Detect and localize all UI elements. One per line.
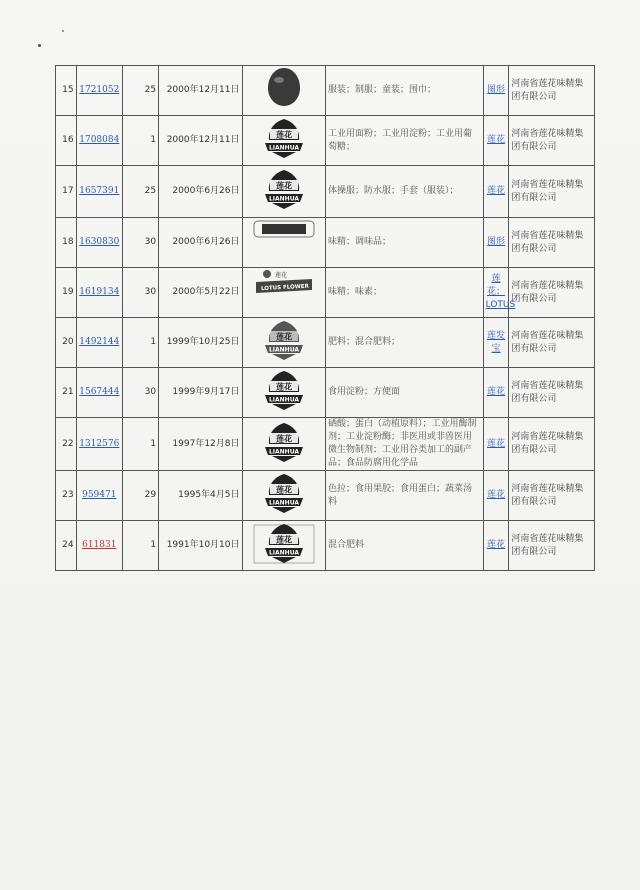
trademark-name-link[interactable]: 莲花	[487, 490, 506, 500]
lianhua-shield-icon	[248, 116, 320, 160]
trademark-image-cell	[242, 268, 325, 318]
owner-name: 河南省莲花味精集团有限公司	[509, 66, 595, 116]
goods-services: 食用淀粉；方便面	[325, 368, 483, 418]
scan-speck	[38, 44, 41, 47]
trademark-name-link[interactable]: 莲花	[487, 438, 506, 449]
owner-name: 河南省莲花味精集团有限公司	[509, 521, 595, 571]
registration-number-link[interactable]: 959471	[82, 490, 117, 500]
table-row	[56, 521, 595, 571]
class-number: 30	[122, 218, 158, 268]
trademark-image-cell	[242, 521, 325, 571]
goods-services: 肥料；混合肥料；	[325, 318, 483, 368]
trademark-image-cell	[242, 368, 325, 418]
class-number: 1	[122, 521, 158, 571]
registration-number-cell	[76, 368, 122, 418]
lianhua-shield-icon	[248, 471, 320, 515]
registration-number-cell	[76, 116, 122, 166]
class-number: 1	[122, 318, 158, 368]
registration-number-cell	[76, 318, 122, 368]
registration-number-cell	[76, 166, 122, 218]
trademark-image-cell	[242, 116, 325, 166]
class-number: 25	[122, 166, 158, 218]
registration-number-link[interactable]: 611831	[82, 540, 117, 550]
trademark-name-link[interactable]: 莲花	[487, 135, 506, 145]
owner-name: 河南省莲花味精集团有限公司	[509, 218, 595, 268]
registration-number-cell	[76, 66, 122, 116]
application-date: 2000年12月11日	[159, 66, 242, 116]
trademark-name-cell	[483, 218, 509, 268]
application-date: 1999年9月17日	[159, 368, 242, 418]
registration-number-link[interactable]: 1619134	[79, 287, 120, 297]
trademark-name-cell	[483, 471, 509, 521]
svg-text:LOTUS FLOWER: LOTUS FLOWER	[260, 283, 309, 293]
registration-number-link[interactable]: 1657391	[79, 186, 120, 196]
table-row	[56, 368, 595, 418]
application-date: 2000年6月26日	[159, 218, 242, 268]
registration-number-link[interactable]: 1567444	[79, 387, 120, 397]
trademark-image-cell	[242, 471, 325, 521]
svg-text:LIANHUA: LIANHUA	[268, 396, 299, 404]
lianhua-shield-icon	[248, 167, 320, 211]
class-number: 30	[122, 268, 158, 318]
trademark-name-cell	[483, 318, 509, 368]
svg-text:LIANHUA: LIANHUA	[268, 499, 299, 507]
trademark-name-cell	[483, 66, 509, 116]
application-date: 2000年12月11日	[159, 116, 242, 166]
row-number: 22	[56, 418, 77, 471]
table-row	[56, 218, 595, 268]
label-frame-icon	[248, 218, 320, 262]
application-date: 1997年12月8日	[159, 418, 242, 471]
svg-text:莲花: 莲花	[275, 181, 292, 191]
row-number: 20	[56, 318, 77, 368]
trademark-name-link[interactable]: 图形	[487, 237, 506, 247]
row-number: 15	[56, 66, 77, 116]
svg-text:莲花: 莲花	[274, 272, 287, 279]
table-row	[56, 116, 595, 166]
svg-text:LIANHUA: LIANHUA	[268, 448, 299, 455]
trademark-name-cell	[483, 166, 509, 218]
trademark-name-link[interactable]: 莲发宝	[487, 330, 506, 354]
row-number: 19	[56, 268, 77, 318]
goods-services: 味精；调味品；	[325, 218, 483, 268]
owner-name: 河南省莲花味精集团有限公司	[509, 268, 595, 318]
lianhua-shield-icon	[248, 420, 320, 464]
svg-text:莲花: 莲花	[275, 485, 292, 495]
application-date: 1995年4月5日	[159, 471, 242, 521]
row-number: 17	[56, 166, 77, 218]
goods-services: 服装；制服；童装；围巾；	[325, 66, 483, 116]
table-row	[56, 166, 595, 218]
class-number: 1	[122, 116, 158, 166]
class-number: 25	[122, 66, 158, 116]
svg-text:莲花: 莲花	[275, 535, 292, 545]
svg-text:LIANHUA: LIANHUA	[268, 195, 299, 203]
svg-text:莲花: 莲花	[275, 382, 292, 392]
row-number: 21	[56, 368, 77, 418]
registration-number-link[interactable]: 1721052	[79, 85, 120, 95]
registration-number-cell	[76, 268, 122, 318]
svg-text:LIANHUA: LIANHUA	[268, 549, 299, 557]
application-date: 1991年10月10日	[159, 521, 242, 571]
trademark-name-cell	[483, 418, 509, 471]
row-number: 18	[56, 218, 77, 268]
lianhua-shield-icon	[248, 368, 320, 412]
goods-services: 硒酸；蛋白（动植原料）；工业用酶制剂；工业淀粉酶；非医用或非兽医用微生物制剂；工业用谷类加工的副产品；食品防腐用化学品	[325, 418, 483, 471]
registration-number-link[interactable]: 1312576	[79, 438, 120, 449]
registration-number-cell	[76, 418, 122, 471]
class-number: 29	[122, 471, 158, 521]
trademark-image-cell	[242, 66, 325, 116]
owner-name: 河南省莲花味精集团有限公司	[509, 318, 595, 368]
shield-variant-icon	[248, 318, 320, 362]
lotus-flower-banner-icon	[248, 268, 320, 312]
trademark-image-cell	[242, 418, 325, 471]
lianhua-shield-label-icon	[248, 521, 320, 565]
trademark-name-link[interactable]: 莲花	[487, 186, 506, 196]
owner-name: 河南省莲花味精集团有限公司	[509, 116, 595, 166]
row-number: 24	[56, 521, 77, 571]
trademark-name-link[interactable]: 莲花	[487, 387, 506, 397]
table-row	[56, 418, 595, 471]
registration-number-cell	[76, 218, 122, 268]
application-date: 1999年10月25日	[159, 318, 242, 368]
row-number: 23	[56, 471, 77, 521]
trademark-name-cell	[483, 116, 509, 166]
registration-number-link[interactable]: 1708084	[79, 135, 120, 145]
owner-name: 河南省莲花味精集团有限公司	[509, 471, 595, 521]
trademark-image-cell	[242, 166, 325, 218]
owner-name: 河南省莲花味精集团有限公司	[509, 368, 595, 418]
goods-services: 味精；味素；	[325, 268, 483, 318]
svg-text:莲花: 莲花	[275, 434, 292, 443]
table-row	[56, 471, 595, 521]
class-number: 30	[122, 368, 158, 418]
row-number: 16	[56, 116, 77, 166]
trademark-name-cell	[483, 521, 509, 571]
trademark-name-link[interactable]: 莲花；LOTUS	[485, 274, 516, 310]
trademark-name-cell	[483, 368, 509, 418]
trademark-name-link[interactable]: 图形	[487, 85, 506, 95]
svg-text:LIANHUA: LIANHUA	[268, 346, 299, 354]
registration-number-link[interactable]: 1492144	[79, 337, 120, 347]
goods-services: 体操服；防水服；手套（服装）；	[325, 166, 483, 218]
trademark-table	[55, 65, 595, 571]
owner-name: 河南省莲花味精集团有限公司	[509, 418, 595, 471]
oval-mark-icon	[248, 66, 320, 110]
application-date: 2000年5月22日	[159, 268, 242, 318]
goods-services: 色拉；食用果胶；食用蛋白；蔬菜汤料	[325, 471, 483, 521]
registration-number-cell	[76, 471, 122, 521]
trademark-name-cell	[483, 268, 516, 318]
table-row	[56, 268, 595, 318]
trademark-image-cell	[242, 218, 325, 268]
svg-text:莲花: 莲花	[275, 130, 292, 140]
svg-text:LIANHUA: LIANHUA	[268, 144, 299, 152]
goods-services: 工业用面粉；工业用淀粉；工业用葡萄糖；	[325, 116, 483, 166]
registration-number-cell	[76, 521, 122, 571]
table-row	[56, 318, 595, 368]
trademark-image-cell	[242, 318, 325, 368]
svg-text:莲花: 莲花	[275, 332, 292, 342]
registration-number-link[interactable]: 1630830	[79, 237, 120, 247]
owner-name: 河南省莲花味精集团有限公司	[509, 166, 595, 218]
trademark-name-link[interactable]: 莲花	[487, 540, 506, 550]
table-row	[56, 66, 595, 116]
goods-services: 混合肥料	[325, 521, 483, 571]
scan-speck	[62, 30, 64, 32]
class-number: 1	[122, 418, 158, 471]
application-date: 2000年6月26日	[159, 166, 242, 218]
